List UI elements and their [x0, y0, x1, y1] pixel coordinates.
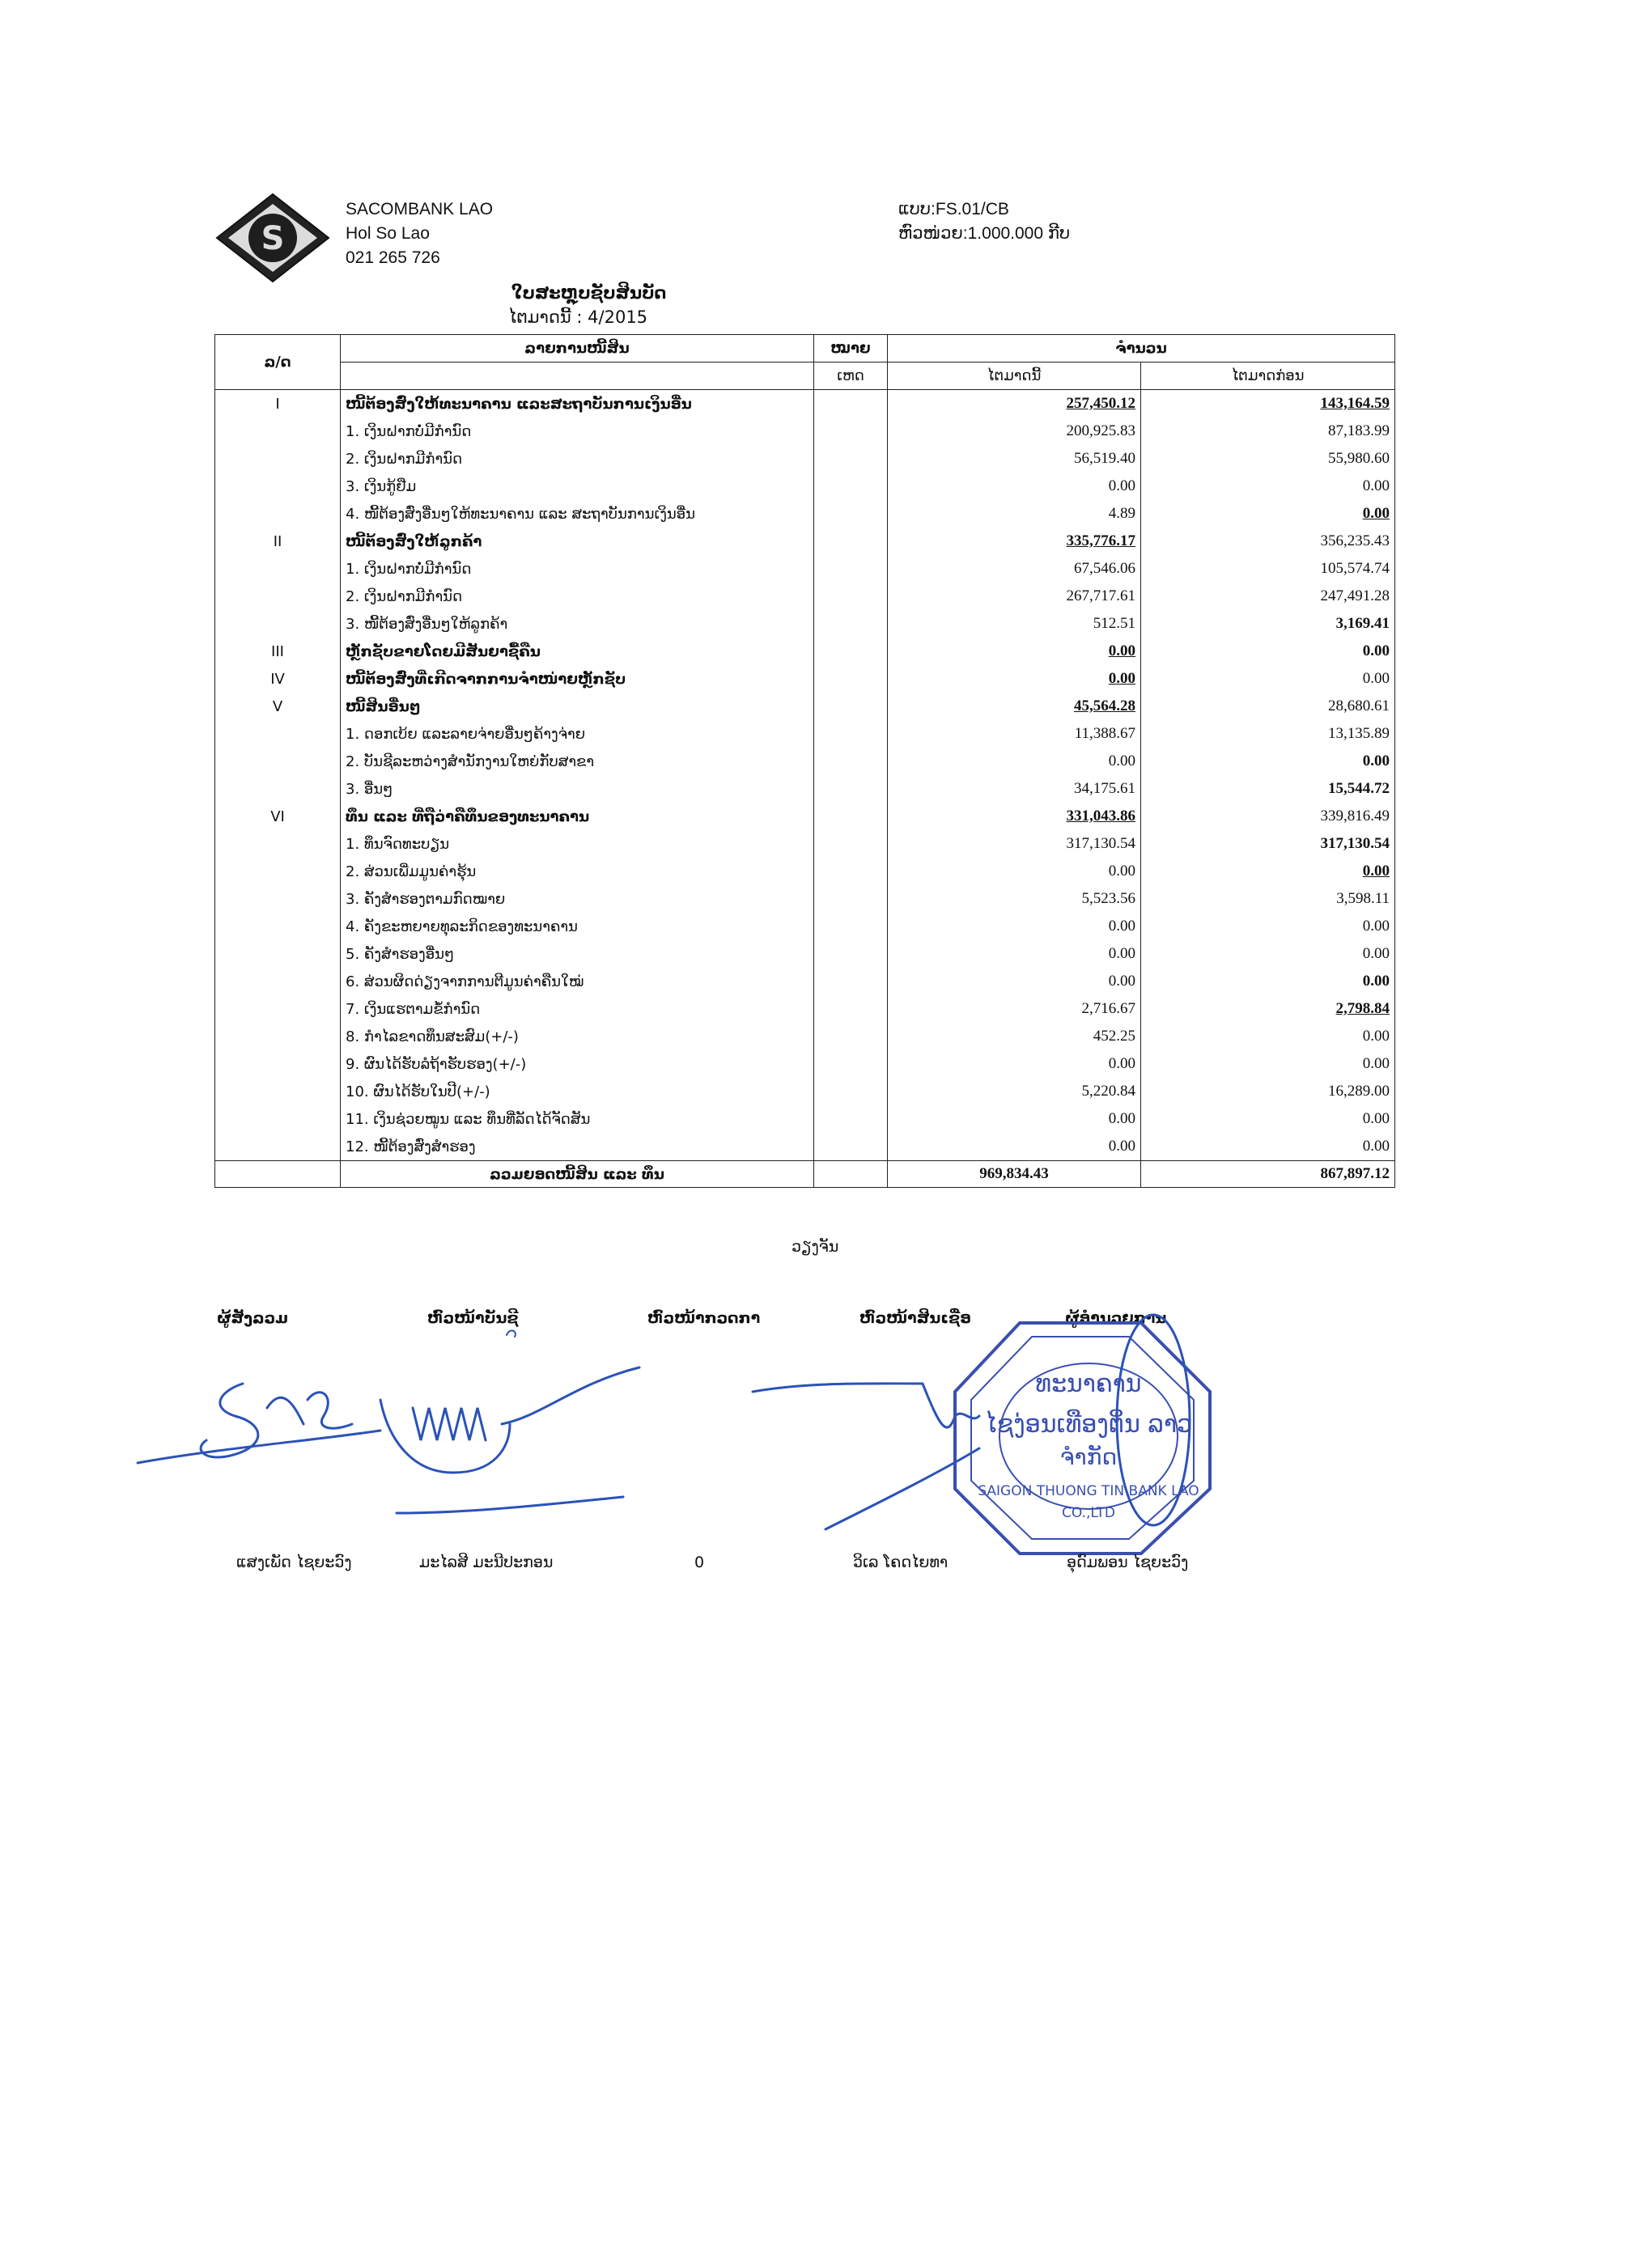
bank-address: Hol So Lao — [346, 224, 430, 243]
row-label: 2. ເງິນຝາກມີກຳນົດ — [341, 583, 814, 610]
table-row — [215, 500, 1395, 528]
row-no — [215, 1050, 341, 1078]
row-label: 1. ດອກເບ້ຍ ແລະລາຍຈ່າຍອື່ນໆຄ້າງຈ່າຍ — [341, 720, 814, 748]
row-previous: 0.00 — [1141, 1023, 1395, 1050]
row-label: 11. ເງິນຊ່ວຍໝູນ ແລະ ທຶນທີ່ລັດໄດ້ຈັດສັນ — [341, 1105, 814, 1133]
row-current: 0.00 — [888, 1133, 1141, 1161]
col-header-amount: ຈຳນວນ — [888, 335, 1395, 362]
row-current: 267,717.61 — [888, 583, 1141, 610]
row-current: 335,776.17 — [888, 528, 1141, 555]
row-note — [814, 610, 888, 638]
svg-text:CO.,LTD: CO.,LTD — [1062, 1505, 1115, 1521]
row-current: 257,450.12 — [888, 390, 1141, 418]
row-current: 2,716.67 — [888, 995, 1141, 1023]
row-no — [215, 968, 341, 995]
table-row — [215, 995, 1395, 1023]
row-label: ໜີ້ຕ້ອງສົ່ງທີ່ເກີດຈາກການຈຳໜ່າຍຫຼັກຊັບ — [341, 665, 814, 693]
sig-name-director: ອຸດົມພອນ ໄຊຍະວົງ — [1067, 1554, 1189, 1571]
balance-sheet-table — [214, 334, 1395, 1188]
row-current: 67,546.06 — [888, 555, 1141, 583]
row-current: 452.25 — [888, 1023, 1141, 1050]
row-no — [215, 473, 341, 500]
row-no — [215, 940, 341, 968]
row-label: ໜີ້ຕ້ອງສົ່ງໃຫ້ລູກຄ້າ — [341, 528, 814, 555]
row-note — [814, 748, 888, 775]
row-no — [215, 775, 341, 803]
row-previous: 0.00 — [1141, 940, 1395, 968]
row-note — [814, 995, 888, 1023]
row-note — [814, 418, 888, 445]
col-header-note-bottom: ເຫດ — [814, 362, 888, 390]
sig-name-inspection-head: 0 — [694, 1554, 705, 1571]
row-no — [215, 555, 341, 583]
sig-name-compiler: ແສງເພັດ ໄຊຍະວົງ — [236, 1554, 352, 1571]
row-label: ໜີ້ຕ້ອງສົ່ງໃຫ້ທະນາຄານ ແລະສະຖາບັນການເງິນອື່ນ — [341, 390, 814, 418]
row-note — [814, 775, 888, 803]
row-current: 0.00 — [888, 748, 1141, 775]
total-previous: 867,897.12 — [1141, 1161, 1395, 1188]
table-row — [215, 775, 1395, 803]
row-label: ທຶນ ແລະ ທີ່ຖືວ່າຄືທຶນຂອງທະນາຄານ — [341, 803, 814, 830]
table-row — [215, 858, 1395, 885]
row-label: 2. ເງິນຝາກມີກຳນົດ — [341, 445, 814, 473]
row-current: 0.00 — [888, 1105, 1141, 1133]
row-label: 3. ເງິນກູ້ຢືມ — [341, 473, 814, 500]
row-label: 1. ເງິນຝາກບໍ່ມີກຳນົດ — [341, 418, 814, 445]
sig-name-chief-accountant: ມະໄລສີ ມະນີປະກອນ — [419, 1554, 554, 1571]
row-label: 9. ຜົນໄດ້ຮັບລໍຖ້າຮັບຮອງ(+/-) — [341, 1050, 814, 1078]
bank-phone: 021 265 726 — [346, 248, 440, 267]
row-current: 5,523.56 — [888, 885, 1141, 913]
table-row — [215, 555, 1395, 583]
row-previous: 0.00 — [1141, 748, 1395, 775]
row-previous: 0.00 — [1141, 913, 1395, 940]
row-current: 11,388.67 — [888, 720, 1141, 748]
col-header-item-blank — [341, 362, 814, 390]
row-previous: 0.00 — [1141, 638, 1395, 665]
table-row — [215, 610, 1395, 638]
row-no: I — [215, 390, 341, 418]
row-no — [215, 418, 341, 445]
row-previous: 0.00 — [1141, 1133, 1395, 1161]
row-note — [814, 830, 888, 858]
row-previous: 339,816.49 — [1141, 803, 1395, 830]
table-row — [215, 473, 1395, 500]
row-previous: 105,574.74 — [1141, 555, 1395, 583]
row-no — [215, 1078, 341, 1105]
row-previous: 0.00 — [1141, 858, 1395, 885]
table-row — [215, 528, 1395, 555]
row-label: 8. ກຳໄລຂາດທຶນສະສົມ(+/-) — [341, 1023, 814, 1050]
row-note — [814, 665, 888, 693]
row-previous: 0.00 — [1141, 968, 1395, 995]
page-title: ໃບສະຫຼຸບຊັບສິນບັດ — [511, 283, 667, 303]
row-label: 12. ໜີ້ຕ້ອງສົ່ງສຳຮອງ — [341, 1133, 814, 1161]
row-note — [814, 583, 888, 610]
row-previous: 28,680.61 — [1141, 693, 1395, 720]
row-label: 4. ໜີ້ຕ້ອງສົ່ງອື່ນໆໃຫ້ທະນາຄານ ແລະ ສະຖາບັນການເງິນອື່ນ — [341, 500, 814, 528]
table-row — [215, 830, 1395, 858]
row-current: 0.00 — [888, 665, 1141, 693]
row-no: IV — [215, 665, 341, 693]
period-label: ໄຕມາດນີ້ : 4/2015 — [508, 307, 648, 327]
row-note — [814, 940, 888, 968]
row-label: 10. ຜົນໄດ້ຮັບໃນປີ(+/-) — [341, 1078, 814, 1105]
table-row — [215, 885, 1395, 913]
total-label: ລວມຍອດໜີ້ສິນ ແລະ ທຶນ — [341, 1161, 814, 1188]
row-label: ໜີ້ສິນອື່ນໆ — [341, 693, 814, 720]
row-previous: 317,130.54 — [1141, 830, 1395, 858]
row-no — [215, 610, 341, 638]
row-previous: 16,289.00 — [1141, 1078, 1395, 1105]
unit-label: ຫົວໜ່ວຍ:1.000.000 ກີບ — [898, 224, 1071, 243]
row-current: 34,175.61 — [888, 775, 1141, 803]
total-no — [215, 1161, 341, 1188]
col-header-current: ໄຕມາດນີ້ — [888, 362, 1141, 390]
row-current: 0.00 — [888, 1050, 1141, 1078]
row-label: 3. ອື່ນໆ — [341, 775, 814, 803]
row-current: 200,925.83 — [888, 418, 1141, 445]
table-row — [215, 720, 1395, 748]
row-current: 0.00 — [888, 638, 1141, 665]
table-row — [215, 1050, 1395, 1078]
row-label: 5. ຄັງສຳຮອງອື່ນໆ — [341, 940, 814, 968]
row-previous: 55,980.60 — [1141, 445, 1395, 473]
table-row — [215, 748, 1395, 775]
row-no: II — [215, 528, 341, 555]
row-no — [215, 913, 341, 940]
row-note — [814, 693, 888, 720]
row-note — [814, 555, 888, 583]
total-row — [215, 1161, 1395, 1188]
row-note — [814, 1133, 888, 1161]
row-current: 331,043.86 — [888, 803, 1141, 830]
row-current: 512.51 — [888, 610, 1141, 638]
table-row — [215, 1105, 1395, 1133]
row-label: ຫຼັກຊັບຂາຍໂດຍມີສັນຍາຊື້ຄືນ — [341, 638, 814, 665]
row-label: 3. ໜີ້ຕ້ອງສົ່ງອື່ນໆໃຫ້ລູກຄ້າ — [341, 610, 814, 638]
row-previous: 3,169.41 — [1141, 610, 1395, 638]
row-no — [215, 748, 341, 775]
row-label: 6. ສ່ວນຜິດດ່ຽງຈາກການຕີມູນຄ່າຄືນໃໝ່ — [341, 968, 814, 995]
total-note — [814, 1161, 888, 1188]
row-current: 317,130.54 — [888, 830, 1141, 858]
row-note — [814, 1050, 888, 1078]
row-no: V — [215, 693, 341, 720]
row-previous: 13,135.89 — [1141, 720, 1395, 748]
table-row — [215, 1078, 1395, 1105]
table-row — [215, 968, 1395, 995]
row-current: 4.89 — [888, 500, 1141, 528]
row-note — [814, 1105, 888, 1133]
row-previous: 87,183.99 — [1141, 418, 1395, 445]
svg-text:ໄຊງ່ອນເທືອງຕິ່ນ ລາວ: ໄຊງ່ອນເທືອງຕິ່ນ ລາວ — [985, 1410, 1192, 1439]
row-note — [814, 720, 888, 748]
col-header-previous: ໄຕມາດກ່ອນ — [1141, 362, 1395, 390]
row-no: III — [215, 638, 341, 665]
row-note — [814, 638, 888, 665]
row-current: 5,220.84 — [888, 1078, 1141, 1105]
table-row — [215, 638, 1395, 665]
row-note — [814, 1023, 888, 1050]
row-label: 4. ຄັງຂະຫຍາຍທຸລະກິດຂອງທະນາຄານ — [341, 913, 814, 940]
table-row — [215, 803, 1395, 830]
table-row — [215, 665, 1395, 693]
row-note — [814, 390, 888, 418]
row-note — [814, 885, 888, 913]
row-no — [215, 583, 341, 610]
row-current: 0.00 — [888, 473, 1141, 500]
row-label: 2. ບັນຊີລະຫວ່າງສຳນັກງານໃຫຍ່ກັບສາຂາ — [341, 748, 814, 775]
row-note — [814, 803, 888, 830]
row-note — [814, 445, 888, 473]
row-current: 0.00 — [888, 858, 1141, 885]
row-note — [814, 500, 888, 528]
sig-title-inspection-head: ຫົວໜ້າກວດກາ — [647, 1309, 761, 1327]
table-row — [215, 1133, 1395, 1161]
row-no — [215, 1023, 341, 1050]
sig-title-chief-accountant: ຫົວໜ້າບັນຊີ — [427, 1309, 519, 1327]
row-current: 0.00 — [888, 968, 1141, 995]
row-current: 56,519.40 — [888, 445, 1141, 473]
row-previous: 3,598.11 — [1141, 885, 1395, 913]
row-previous: 2,798.84 — [1141, 995, 1395, 1023]
table-row — [215, 940, 1395, 968]
row-label: 1. ເງິນຝາກບໍ່ມີກຳນົດ — [341, 555, 814, 583]
row-note — [814, 858, 888, 885]
row-current: 45,564.28 — [888, 693, 1141, 720]
svg-text:ທະນາຄານ: ທະນາຄານ — [1035, 1370, 1142, 1398]
row-previous: 0.00 — [1141, 1105, 1395, 1133]
row-note — [814, 968, 888, 995]
row-current: 0.00 — [888, 913, 1141, 940]
row-previous: 143,164.59 — [1141, 390, 1395, 418]
row-label: 2. ສ່ວນເພີ່ມມູນຄ່າຮຸ້ນ — [341, 858, 814, 885]
row-no — [215, 830, 341, 858]
table-row — [215, 445, 1395, 473]
row-no: VI — [215, 803, 341, 830]
row-previous: 247,491.28 — [1141, 583, 1395, 610]
row-previous: 0.00 — [1141, 500, 1395, 528]
handwritten-signatures — [121, 1287, 1254, 1562]
row-no — [215, 1105, 341, 1133]
row-previous: 0.00 — [1141, 473, 1395, 500]
table-row — [215, 913, 1395, 940]
table-row — [215, 418, 1395, 445]
row-no — [215, 1133, 341, 1161]
row-current: 0.00 — [888, 940, 1141, 968]
sig-name-credit-head: ວິເລ ໂຄດໄຍທາ — [853, 1554, 949, 1571]
row-previous: 356,235.43 — [1141, 528, 1395, 555]
svg-text:ຈຳກັດ: ຈຳກັດ — [1059, 1443, 1118, 1470]
row-no — [215, 445, 341, 473]
col-header-item: ລາຍການໜີ້ສິນ — [341, 335, 814, 362]
row-previous: 0.00 — [1141, 665, 1395, 693]
row-no — [215, 885, 341, 913]
row-label: 3. ຄັງສຳຮອງຕາມກົດໝາຍ — [341, 885, 814, 913]
table-row — [215, 583, 1395, 610]
svg-text:SAIGON THUONG TIN BANK LAO: SAIGON THUONG TIN BANK LAO — [978, 1483, 1199, 1499]
svg-text:S: S — [261, 220, 285, 257]
sig-title-director: ຜູ້ອຳນວຍການ — [1065, 1309, 1167, 1327]
sig-title-credit-head: ຫົວໜ້າສິນເຊື່ອ — [859, 1309, 971, 1327]
bank-name: SACOMBANK LAO — [346, 200, 494, 218]
total-current: 969,834.43 — [888, 1161, 1141, 1188]
table-row — [215, 693, 1395, 720]
row-no — [215, 995, 341, 1023]
row-note — [814, 528, 888, 555]
row-previous: 15,544.72 — [1141, 775, 1395, 803]
table-row — [215, 390, 1395, 418]
row-note — [814, 473, 888, 500]
col-header-note: ໝາຍ — [814, 335, 888, 362]
form-code: ແບບ:FS.01/CB — [898, 200, 1009, 218]
col-header-no: ລ/ດ — [215, 335, 341, 390]
row-no — [215, 720, 341, 748]
row-no — [215, 858, 341, 885]
place-label: ວຽງຈັນ — [792, 1238, 839, 1256]
row-previous: 0.00 — [1141, 1050, 1395, 1078]
row-label: 7. ເງິນແຮຕາມຂໍ້ກຳນົດ — [341, 995, 814, 1023]
row-no — [215, 500, 341, 528]
row-label: 1. ທຶນຈົດທະບຽນ — [341, 830, 814, 858]
table-row — [215, 1023, 1395, 1050]
row-note — [814, 1078, 888, 1105]
row-note — [814, 913, 888, 940]
sig-title-compiler: ຜູ້ສັງລວມ — [217, 1309, 289, 1327]
bank-logo — [212, 191, 333, 285]
